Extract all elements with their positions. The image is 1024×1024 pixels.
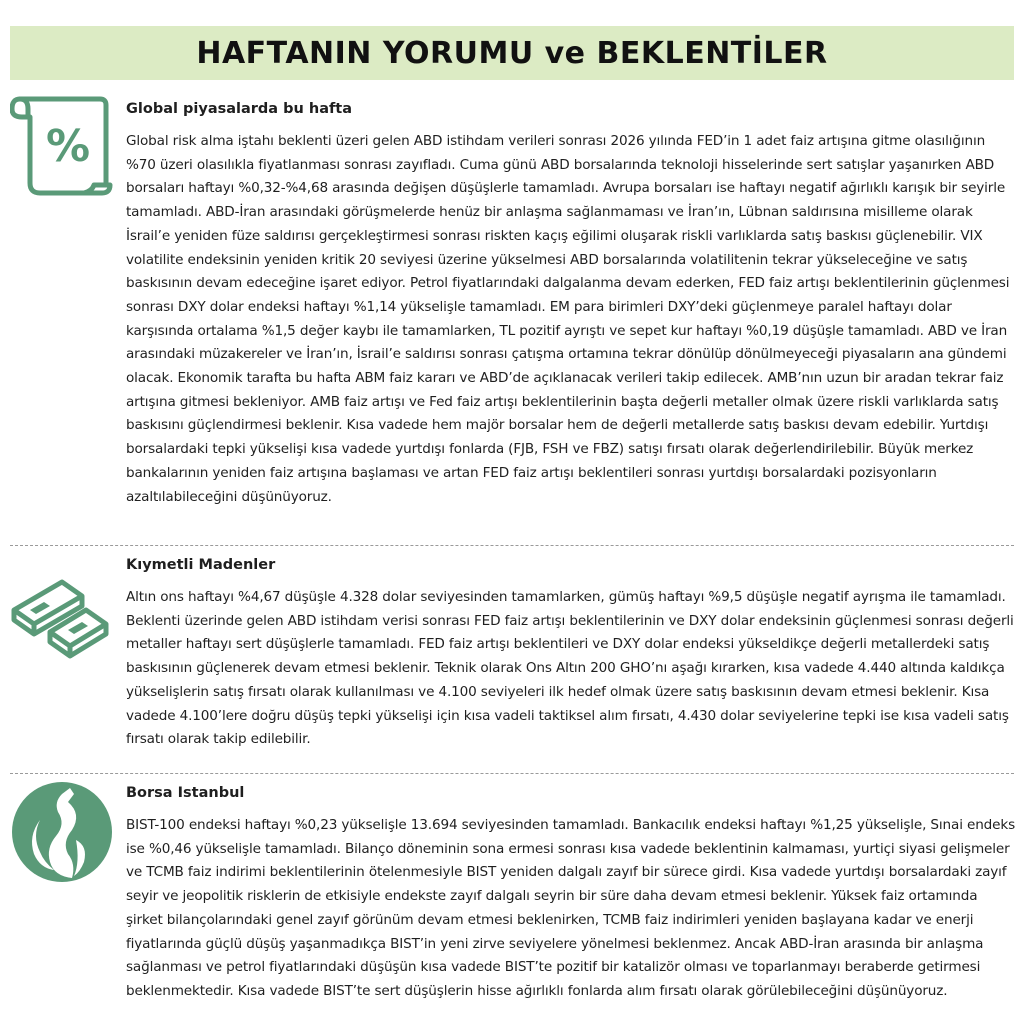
header-band [10, 26, 1014, 80]
page-title: HAFTANIN YORUMU ve BEKLENTİLER [196, 35, 828, 71]
section-body: BIST-100 endeksi haftayı %0,23 yükselişle 13.694 seviyesinden tamamladı. Bankacılık endeksi haftayı %1,25 yükselişle, Sınai endeks ise %0,46 yükselişle tamamladı. Bilanço döneminin sona ermesi sonrası kısa vadede beklentinin kalmaması, yurtiçi siyasi gelişmeler ve TCMB faiz indirimi beklentilerinin ötelenmesiyle BIST yeniden dalgalı zayıf bir sürece girdi. Kısa vadede yurtdışı borsalardaki zayıf seyir ve jeopolitik risklerin de etkisiyle endekste zayıf dalgalı seyrin bir süre daha devam etmesi beklenir. Yüksek faiz ortamında şirket bilançolarındaki genel zayıf görünüm devam etmesi beklenirken, TCMB faiz indirimleri yeniden başlayana kadar ve enerji fiyatlarında güçlü düşüş yaşanmadıkça BIST’in yeni zirve seviyelere yönelmesi beklenmez. Ancak ABD-İran arasında bir anlaşma sağlanması ve petrol fiyatlarındaki düşüşün kısa vadede BIST’te pozitif bir katalizör olması ve toparlanmayı beraberde getirmesi beklenmektedir. Kısa vadede BIST’te sert düşüşlerin hisse ağırlıklı fonlarda alım fırsatı olarak görülebileceğini düşünüyoruz. [126, 817, 1016, 999]
section-content [126, 100, 1016, 509]
percent-scroll-icon [10, 95, 114, 199]
gold-bars-icon [10, 572, 114, 676]
section-body: Altın ons haftayı %4,67 düşüşle 4.328 dolar seviyesinden tamamlarken, gümüş haftayı %9,5 düşüşle negatif ayrışma ile tamamladı. Beklenti üzerinde gelen ABD istihdam verisi sonrası FED faiz artışı beklentilerinin ve DXY dolar endeksinin güçlenmesi sonrası değerli metaller haftayı sert düşüşlerle tamamladı. FED faiz artışı beklentileri ve DXY dolar endeksi yükseldikçe değerli metallerdeki satış baskısının güçlenerek devam etmesi beklenir. Teknik olarak Ons Altın 200 GHO’nı aşağı kırarken, kısa vadede 4.440 altında kaldıkça yükselişlerin satış fırsatı olarak kullanılması ve 4.100 seviyeleri ilk hedef olmak üzere satış baskısının devam etmesi beklenir. Kısa vadede 4.100’lere doğru düşüş tepki yükselişi için kısa vadeli taktiksel alım fırsatı, 4.430 dolar seviyelerine tepki ise kısa vadeli satış fırsatı olarak takip edilebilir. [126, 589, 1014, 748]
section-divider [10, 545, 1014, 546]
borsa-istanbul-logo-icon [10, 780, 114, 884]
section-divider [10, 773, 1014, 774]
section-body: Global risk alma iştahı beklenti üzeri gelen ABD istihdam verileri sonrası 2026 yılında FED’in 1 adet faiz artışına gitme olasılığının %70 üzeri olasılıkla fiyatlanması sonrası zayıfladı. Cuma günü ABD borsalarında teknoloji hisselerinde sert satışlar yaşanırken ABD borsaları haftayı %0,32-%4,68 arasında değişen düşüşlerle tamamladı. Avrupa borsaları ise haftayı negatif ağırlıklı karışık bir seyirle tamamladı. ABD-İran arasındaki görüşmelerde henüz bir anlaşma sağlanmaması ve İran’ın, Lübnan saldırısına misilleme olarak İsrail’e yeniden füze saldırısı gerçekleştirmesi sonrası riskten kaçış eğilimi oluşarak riskli varlıklarda satış baskısı güçlenebilir. VIX volatilite endeksinin yeniden kritik 20 seviyesi üzerine yükselmesi ABD borsalarında volatilitenin tekrar yükseleceğine ve satış baskısının devam edeceğine işaret ediyor. Petrol fiyatlarındaki dalgalanma devam ederken, FED faiz artışı beklentilerinin güçlenmesi sonrası DXY dolar endeksi haftayı %1,14 yükselişle tamamladı. EM para birimleri DXY’deki güçlenmeye paralel haftayı dolar karşısında ortalama %1,5 değer kaybı ile tamamlarken, TL pozitif ayrıştı ve sepet kur haftayı %0,19 düşüşle tamamladı. ABD ve İran arasındaki müzakereler ve İran’ın, İsrail’e saldırısı sonrası çatışma ortamına tekrar dönülüp dönülmeyeceği piyasaların ana gündemi olacak. Ekonomik tarafta bu hafta ABM faiz kararı ve ABD’de açıklanacak verileri takip edilecek. AMB’nın uzun bir aradan tekrar faiz artışına gitmesi bekleniyor. AMB faiz artışı ve Fed faiz artışı beklentilerinin başta değerli metaller olmak üzere riskli varlıklarda satış baskısını güçlendirmesi beklenir. Kısa vadede hem majör borsalar hem de değerli metallerde satış baskısı devam edebilir. Yurtdışı borsalardaki tepki yükselişi kısa vadede yurtdışı fonlarda (FJB, FSH ve FBZ) satışı fırsatı olarak değerlendirilebilir. Büyük merkez bankalarının yeniden faiz artışına başlaması ve artan FED faiz artışı beklentileri sonrası yurtdışı borsalardaki pozisyonların azaltılabileceğini düşünüyoruz. [126, 133, 1010, 505]
section-title: Borsa Istanbul [126, 785, 245, 801]
section-title: Kıymetli Madenler [126, 557, 276, 573]
section-content [126, 556, 1016, 752]
section-title: Global piyasalarda bu hafta [126, 101, 353, 117]
section-content [126, 784, 1016, 1004]
svg-text:%: % [45, 121, 91, 172]
